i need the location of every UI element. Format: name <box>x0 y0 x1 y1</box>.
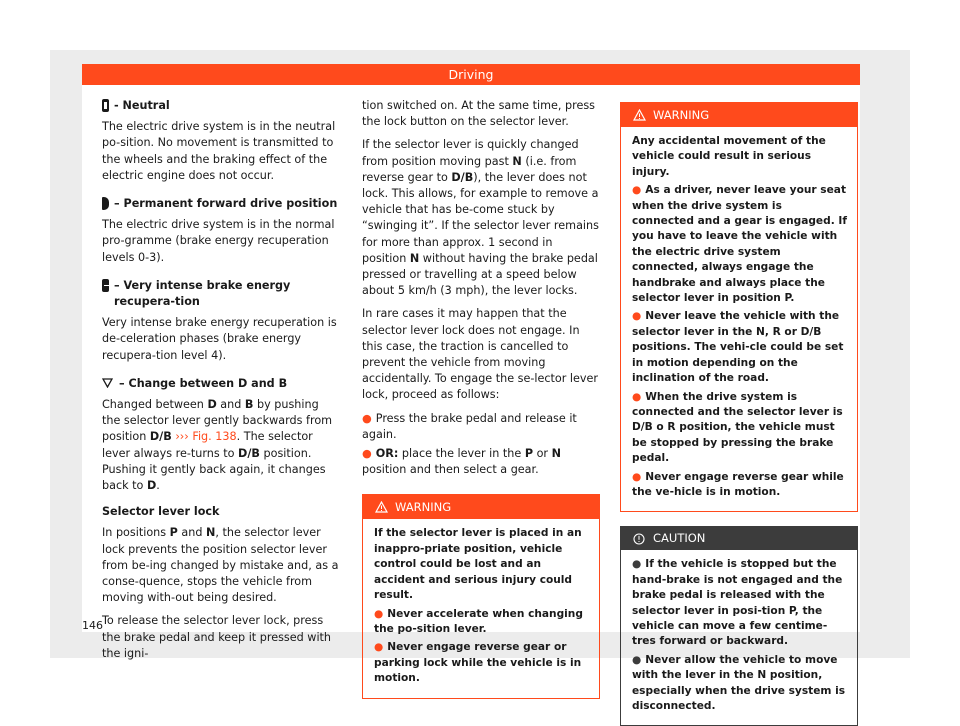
warning-icon <box>375 501 388 513</box>
warning-box-movement <box>620 102 858 512</box>
caution-header: CAUTION <box>621 527 857 550</box>
brake-icon <box>102 279 109 292</box>
bullet-icon: ● <box>632 558 642 571</box>
release-text: To release the selector lever lock, press the brake pedal and keep it pressed with the igni- <box>102 614 332 660</box>
caution-item: ● If the vehicle is stopped but the hand-brake is not engaged and the brake pedal is released with the selector lever in posi-tion P, the vehicle can move a few centime-tres forward or backward. <box>632 558 843 648</box>
warning-item: ● Never engage reverse gear or parking lock while the vehicle is in motion. <box>374 641 582 685</box>
brake-text: Very intense brake energy recuperation is de-celeration phases (brake energy recupera-tion level 4). <box>102 316 337 362</box>
warning-header: WARNING <box>363 495 599 519</box>
warning-item: ● When the drive system is connected and the selector lever is D/B o R position, the vehicle must be stopped by pressing the brake pedal. <box>632 390 843 465</box>
warning-box-lever <box>362 494 600 698</box>
caution-item: ● Never allow the vehicle to move with the lever in the N position, especially when the drive system is disconnected. <box>632 653 846 712</box>
lock-heading: Selector lever lock <box>102 505 220 519</box>
neutral-text: The electric drive system is in the neutral po-sition. No movement is transmitted to the wheels and the braking effect of the electric engine does not occur. <box>102 120 336 182</box>
column-1 <box>102 98 340 669</box>
brake-heading: – Very intense brake energy recupera-tion <box>102 278 340 310</box>
change-heading: – Change between D and B <box>102 376 340 392</box>
col2-para-2: If the selector lever is quickly changed from position moving past N (i.e. from reverse gear to D/B), the lever does not lock. This allows, for example to remove a vehicle that has be-come stuck by “swinging it”. If the selector lever remains for more than approx. 1 second in position N without having the brake pedal pressed or travelling at a speed below about 5 km/h (3 mph), the lever locks. <box>362 138 599 298</box>
col2-bullet-2: ● OR: place the lever in the P or N position and then select a gear. <box>362 447 561 477</box>
caution-body <box>621 550 857 725</box>
neutral-heading: - Neutral <box>102 98 340 114</box>
triangle-down-icon <box>102 378 113 388</box>
warning-body: If the selector lever is placed in an inappro-priate position, vehicle control could be lost and an accident and serious injury could result. ● Never accelerate when changing the po-sition lever. ● Never engage reverse gear or parking lock while the vehicle is in motion. <box>363 519 599 697</box>
col2-bullet-1: ● Press the brake pedal and release it again. <box>362 411 577 441</box>
bullet-icon: ● <box>632 470 642 483</box>
caution-box <box>620 526 858 726</box>
bullet-icon: ● <box>632 310 642 323</box>
col2-para-3: In rare cases it may happen that the selector lever lock does not engage. In this case, the traction is cancelled to prevent the vehicle from moving accidentally. To engage the se-lector lever lock, proceed as follows: <box>362 307 599 402</box>
bullet-icon: ● <box>632 390 642 403</box>
col2-para-1: tion switched on. At the same time, press the lock button on the selector lever. <box>362 99 596 129</box>
drive-text: The electric drive system is in the normal pro-gramme (brake energy recuperation levels 0-3). <box>102 218 335 264</box>
figure-link[interactable]: ››› Fig. 138 <box>171 430 237 444</box>
drive-heading: – Permanent forward drive position <box>102 196 340 212</box>
warning-item: ● Never accelerate when changing the po-sition lever. <box>374 607 583 635</box>
bullet-icon: ● <box>632 653 642 666</box>
bullet-icon: ● <box>362 447 372 461</box>
lock-text: In positions P and N, the selector lever lock prevents the position selector lever from be-ing changed by mistake and, as a conse-quence, stops the vehicle from moving with-out being desired. <box>102 526 339 605</box>
warning-header: WARNING <box>621 103 857 127</box>
warning-icon <box>633 109 646 121</box>
column-3 <box>620 102 858 726</box>
bullet-icon: ● <box>632 184 642 197</box>
change-text: Changed between D and B by pushing the selector lever gently backwards from position D/B ››› Fig. 138. The selector lever always re-turns to D/B position. Pushing it gently back again, it changes back to D. <box>102 398 333 493</box>
column-2 <box>362 98 600 699</box>
warning-item: ● Never engage reverse gear while the ve-hicle is in motion. <box>632 470 844 498</box>
warning-item: ● Never leave the vehicle with the selector lever in the N, R or D/B positions. The vehi-cle could be set in motion depending on the inclination of the road. <box>632 310 844 385</box>
manual-page <box>82 64 860 712</box>
warning-body: Any accidental movement of the vehicle could result in serious injury. ● As a driver, never leave your seat when the drive system is connected and a gear is engaged. If you have to leave the vehicle with the electric drive system connected, always engage the handbrake and always place the selector lever in position P. ● Never leave the vehicle with the selector lever in the N, R or D/B positions. The vehi-cle could be set in motion depending on the inclination of the road. ● When the drive system is connected and the selector lever is D/B o R position, the vehicle must be stopped by pressing the brake pedal. ● Never engage reverse gear while the ve-hicle is in motion. <box>621 127 857 511</box>
bullet-icon: ● <box>374 607 384 620</box>
caution-icon <box>633 533 645 545</box>
page-number: 146 <box>82 619 103 632</box>
drive-icon <box>102 197 109 210</box>
bullet-icon: ● <box>374 641 384 654</box>
bullet-icon: ● <box>362 411 372 425</box>
neutral-icon <box>102 99 109 112</box>
page-header: Driving <box>82 64 860 85</box>
warning-item: ● As a driver, never leave your seat when the drive system is connected and a gear is engaged. If you have to leave the vehicle with the electric drive system connected, always engage the handbrake and always place the selector lever in position P. <box>632 184 847 305</box>
